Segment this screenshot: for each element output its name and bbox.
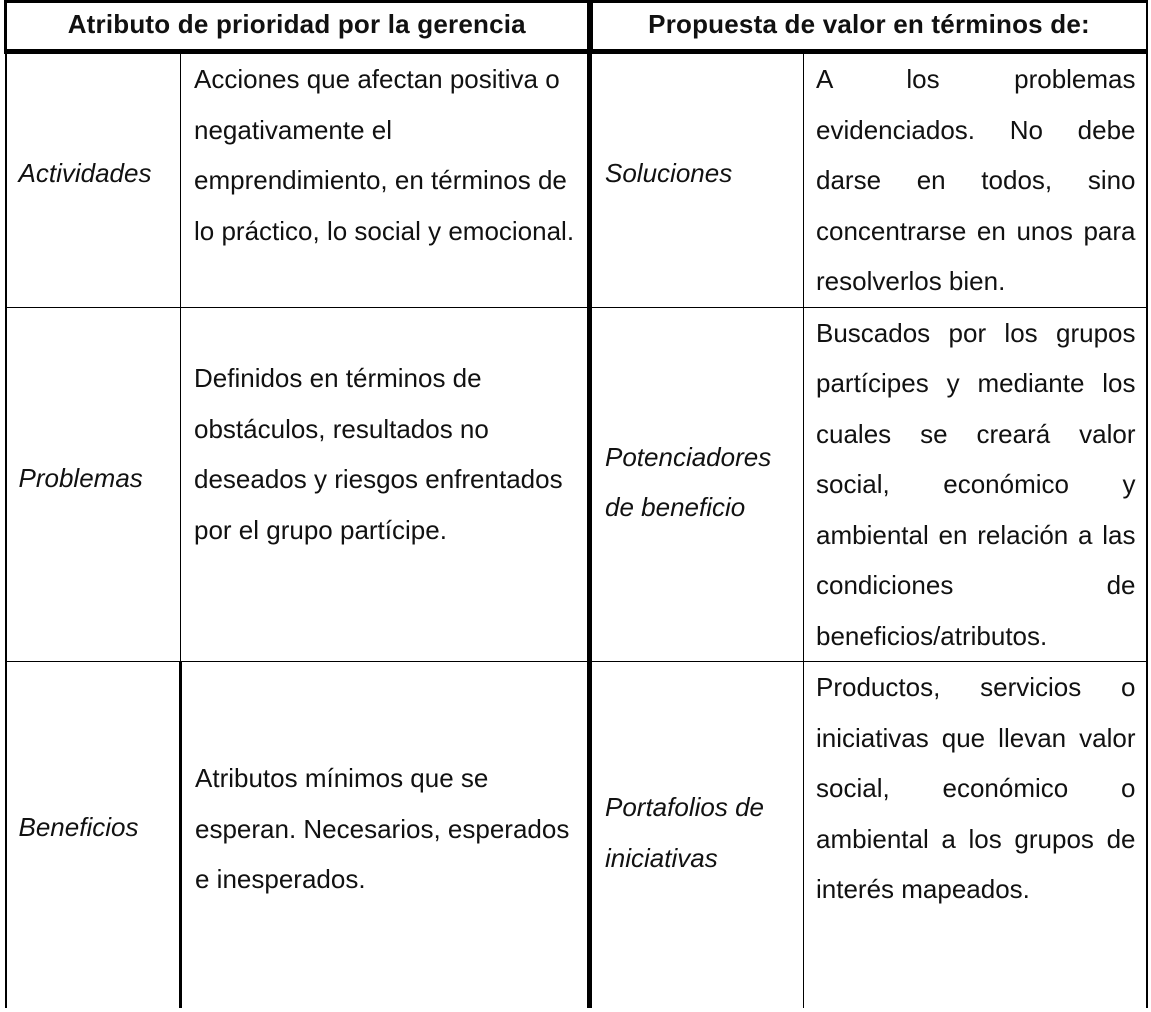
description-cell: Definidos en términos de obstáculos, resultados no deseados y riesgos enfrentados por el grupo partícipe. [181, 307, 590, 662]
value-cell: A los problemas evidenciados. No debe darse en todos, sino concentrarse en unos para resolverlos bien. [804, 52, 1147, 308]
attribute-cell: Problemas [6, 307, 181, 662]
table-row [6, 307, 1147, 662]
attribute-cell: Beneficios [6, 662, 181, 1008]
attribute-cell: Actividades [6, 52, 181, 308]
description-cell: Acciones que afectan positiva o negativamente el emprendimiento, en términos de lo práctico, lo social y emocional. [181, 52, 590, 308]
term-cell: Soluciones [590, 52, 804, 308]
description-cell: Atributos mínimos que se esperan. Necesarios, esperados e inesperados. [181, 662, 590, 1008]
value-proposition-table [4, 0, 1148, 1008]
value-cell: Productos, servicios o iniciativas que llevan valor social, económico o ambiental a los grupos de interés mapeados. [804, 662, 1147, 1008]
table-row [6, 52, 1147, 308]
term-cell: Portafolios de iniciativas [590, 662, 804, 1008]
header-management-priority-attribute: Atributo de prioridad por la gerencia [6, 2, 590, 52]
term-cell: Potenciadores de beneficio [590, 307, 804, 662]
header-value-proposition-terms: Propuesta de valor en términos de: [590, 2, 1147, 52]
value-cell: Buscados por los grupos partícipes y mediante los cuales se creará valor social, económico y ambiental en relación a las condiciones de beneficios/atributos. [804, 307, 1147, 662]
table-row [6, 662, 1147, 1008]
table-header-row [6, 2, 1147, 52]
